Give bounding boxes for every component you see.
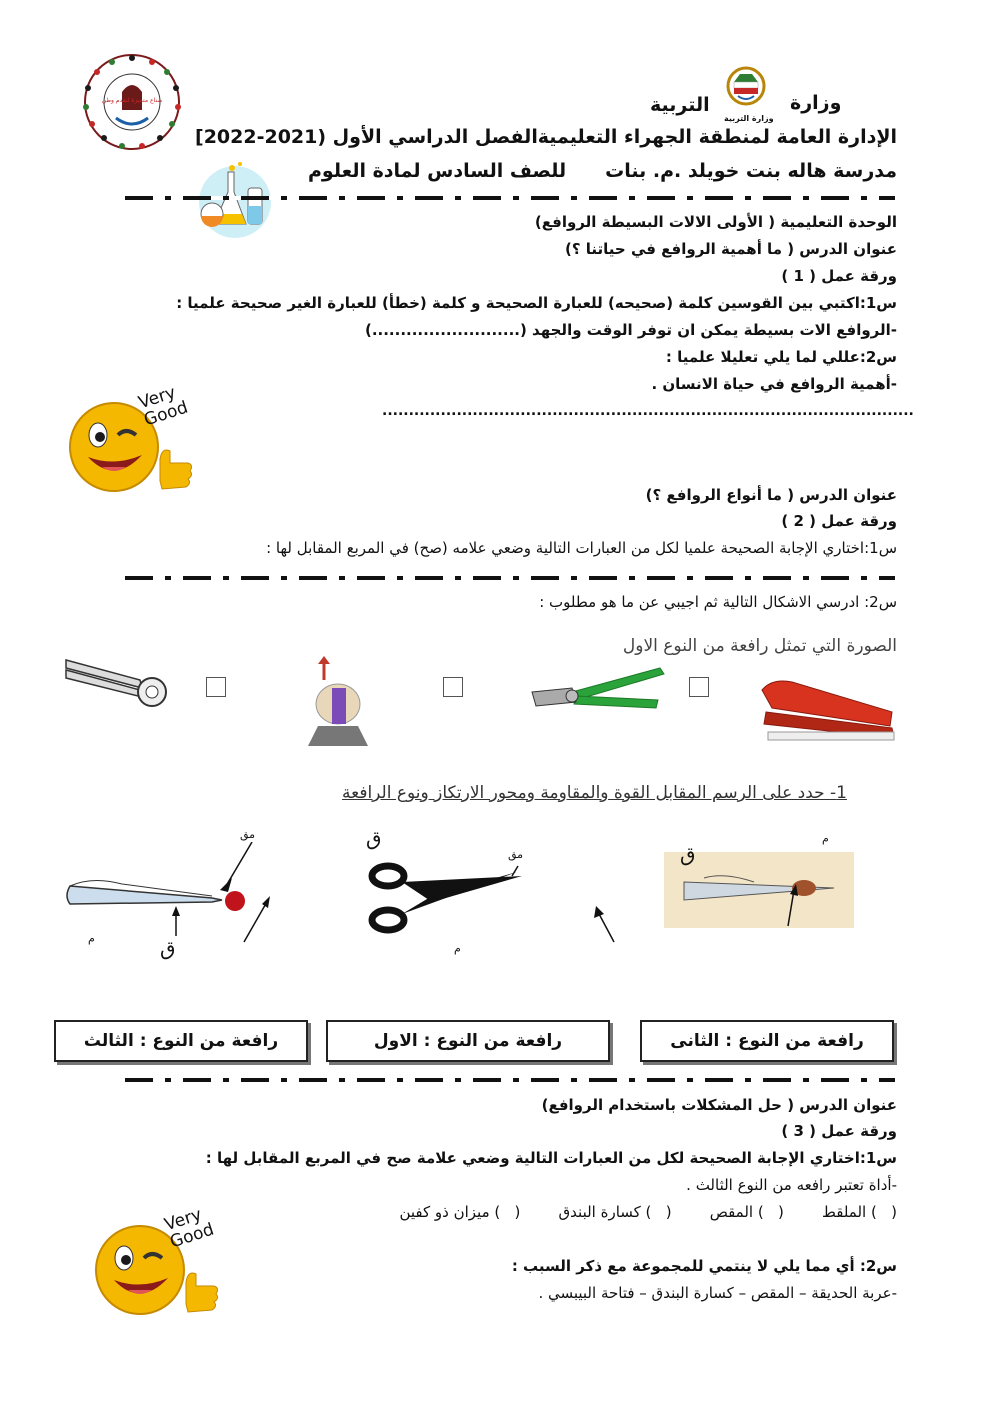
worksheet-2: ورقة عمل ( 2 ) [781,512,897,530]
worksheet-1: ورقة عمل ( 1 ) [781,267,897,285]
lever-type-box-first: رافعة من النوع : الاول [326,1020,610,1062]
answer-line: .................................................................................................... [382,403,914,419]
answer-checkbox[interactable] [206,677,226,697]
unit-title: الوحدة التعليمية ( الأولى الالات البسيطة الروافع) [534,213,897,231]
pointer-arrow [782,884,802,928]
lesson-title-3: عنوان الدرس ( حل المشكلات باستخدام الروافع) [541,1096,897,1114]
resistance-label: مق [508,848,524,861]
force-label: ق [160,936,176,960]
fulcrum-model-image [300,654,380,748]
lesson-title-2: عنوان الدرس ( ما أنواع الروافع ؟) [645,486,897,504]
s1-question-1-item: -الروافع الات بسيطة يمكن ان توفر الوقت والجهد (..........................) [364,321,897,339]
s1-question-2-item: -أهمية الروافع في حياة الانسان . [651,375,897,393]
task-instruction: 1- حدد على الرسم المقابل القوة والمقاومة ومحور الارتكاز ونوع الرافعة [342,783,847,803]
fulcrum-label: م [822,832,829,845]
sticker-text-1: Very Good [136,382,191,431]
ministry-left: وزارة [790,92,842,114]
emblem-caption: وزارة التربية [724,114,774,123]
force-label: ق [366,826,382,850]
ministry-emblem [722,64,770,120]
nutcracker-image [62,652,172,712]
s3-options: ( ) الملقط ( ) المقص ( ) كسارة البندق ( ) ميزان ذو كفين [399,1203,897,1221]
lesson-title-1: عنوان الدرس ( ما أهمية الروافع في حياتنا ؟) [564,240,897,258]
s3-question-1-item: -أداة تعتبر رافعه من النوع الثالث . [686,1176,897,1194]
admin-line: الإدارة العامة لمنطقة الجهراء التعليمية [537,126,897,148]
s1-question-1: س1:اكتبي بين القوسين كلمة (صحيحه) للعبارة الصحيحة و كلمة (خطأ) للعبارة الغير صحيحة علميا : [176,294,897,312]
divider [125,196,895,200]
s1-question-2: س2:عللي لما يلي تعليلا علميا : [665,348,897,366]
fulcrum-label: م [454,942,461,955]
stapler-image [752,672,902,750]
lever-type-box-third: رافعة من النوع : الثالث [54,1020,308,1062]
lever-type-box-second: رافعة من النوع : الثانى [640,1020,894,1062]
school-logo [72,52,194,152]
resistance-label: مق [240,828,256,841]
school-line: مدرسة هاله بنت خويلد .م. بنات [605,160,897,182]
s3-question-2: س2: أي مما يلي لا ينتمي للمجموعة مع ذكر السبب : [511,1257,897,1275]
logo-text: صناع متميزة لتقدم وطن [101,97,163,104]
ministry-right: التربية [650,94,710,116]
s3-question-1: س1:اختاري الإجابة الصحيحة لكل من العبارات التالية وضعي علامة صح في المربع المقابل لها : [205,1149,897,1167]
answer-checkbox[interactable] [443,677,463,697]
force-label: ق [680,842,696,866]
grade-line: للصف السادس لمادة العلوم [308,160,567,182]
s2-question-1: س1:اختاري الإجابة الصحيحة علميا لكل من العبارات التالية وضعي علامه (صح) في المربع المقابل لها : [266,539,897,557]
worksheet-3: ورقة عمل ( 3 ) [781,1122,897,1140]
divider [125,576,895,580]
answer-checkbox[interactable] [689,677,709,697]
semester-line: الفصل الدراسي الأول (2021-2022] [195,126,538,148]
scissors-diagram [362,852,532,962]
s2-question-2: س2: ادرسي الاشكال التالية ثم اجيبي عن ما هو مطلوب : [539,593,897,611]
fulcrum-label: م [88,932,95,945]
sticker-text-2: Very Good [162,1204,217,1253]
divider [125,1078,895,1082]
pointer-arrow [594,906,618,944]
s3-question-2-item: -عربة الحديقة – المقص – كسارة البندق – فتاحة البيبسي . [538,1284,897,1302]
pliers-image [528,662,668,722]
image-question-title: الصورة التي تمثل رافعة من النوع الاول [622,636,897,656]
